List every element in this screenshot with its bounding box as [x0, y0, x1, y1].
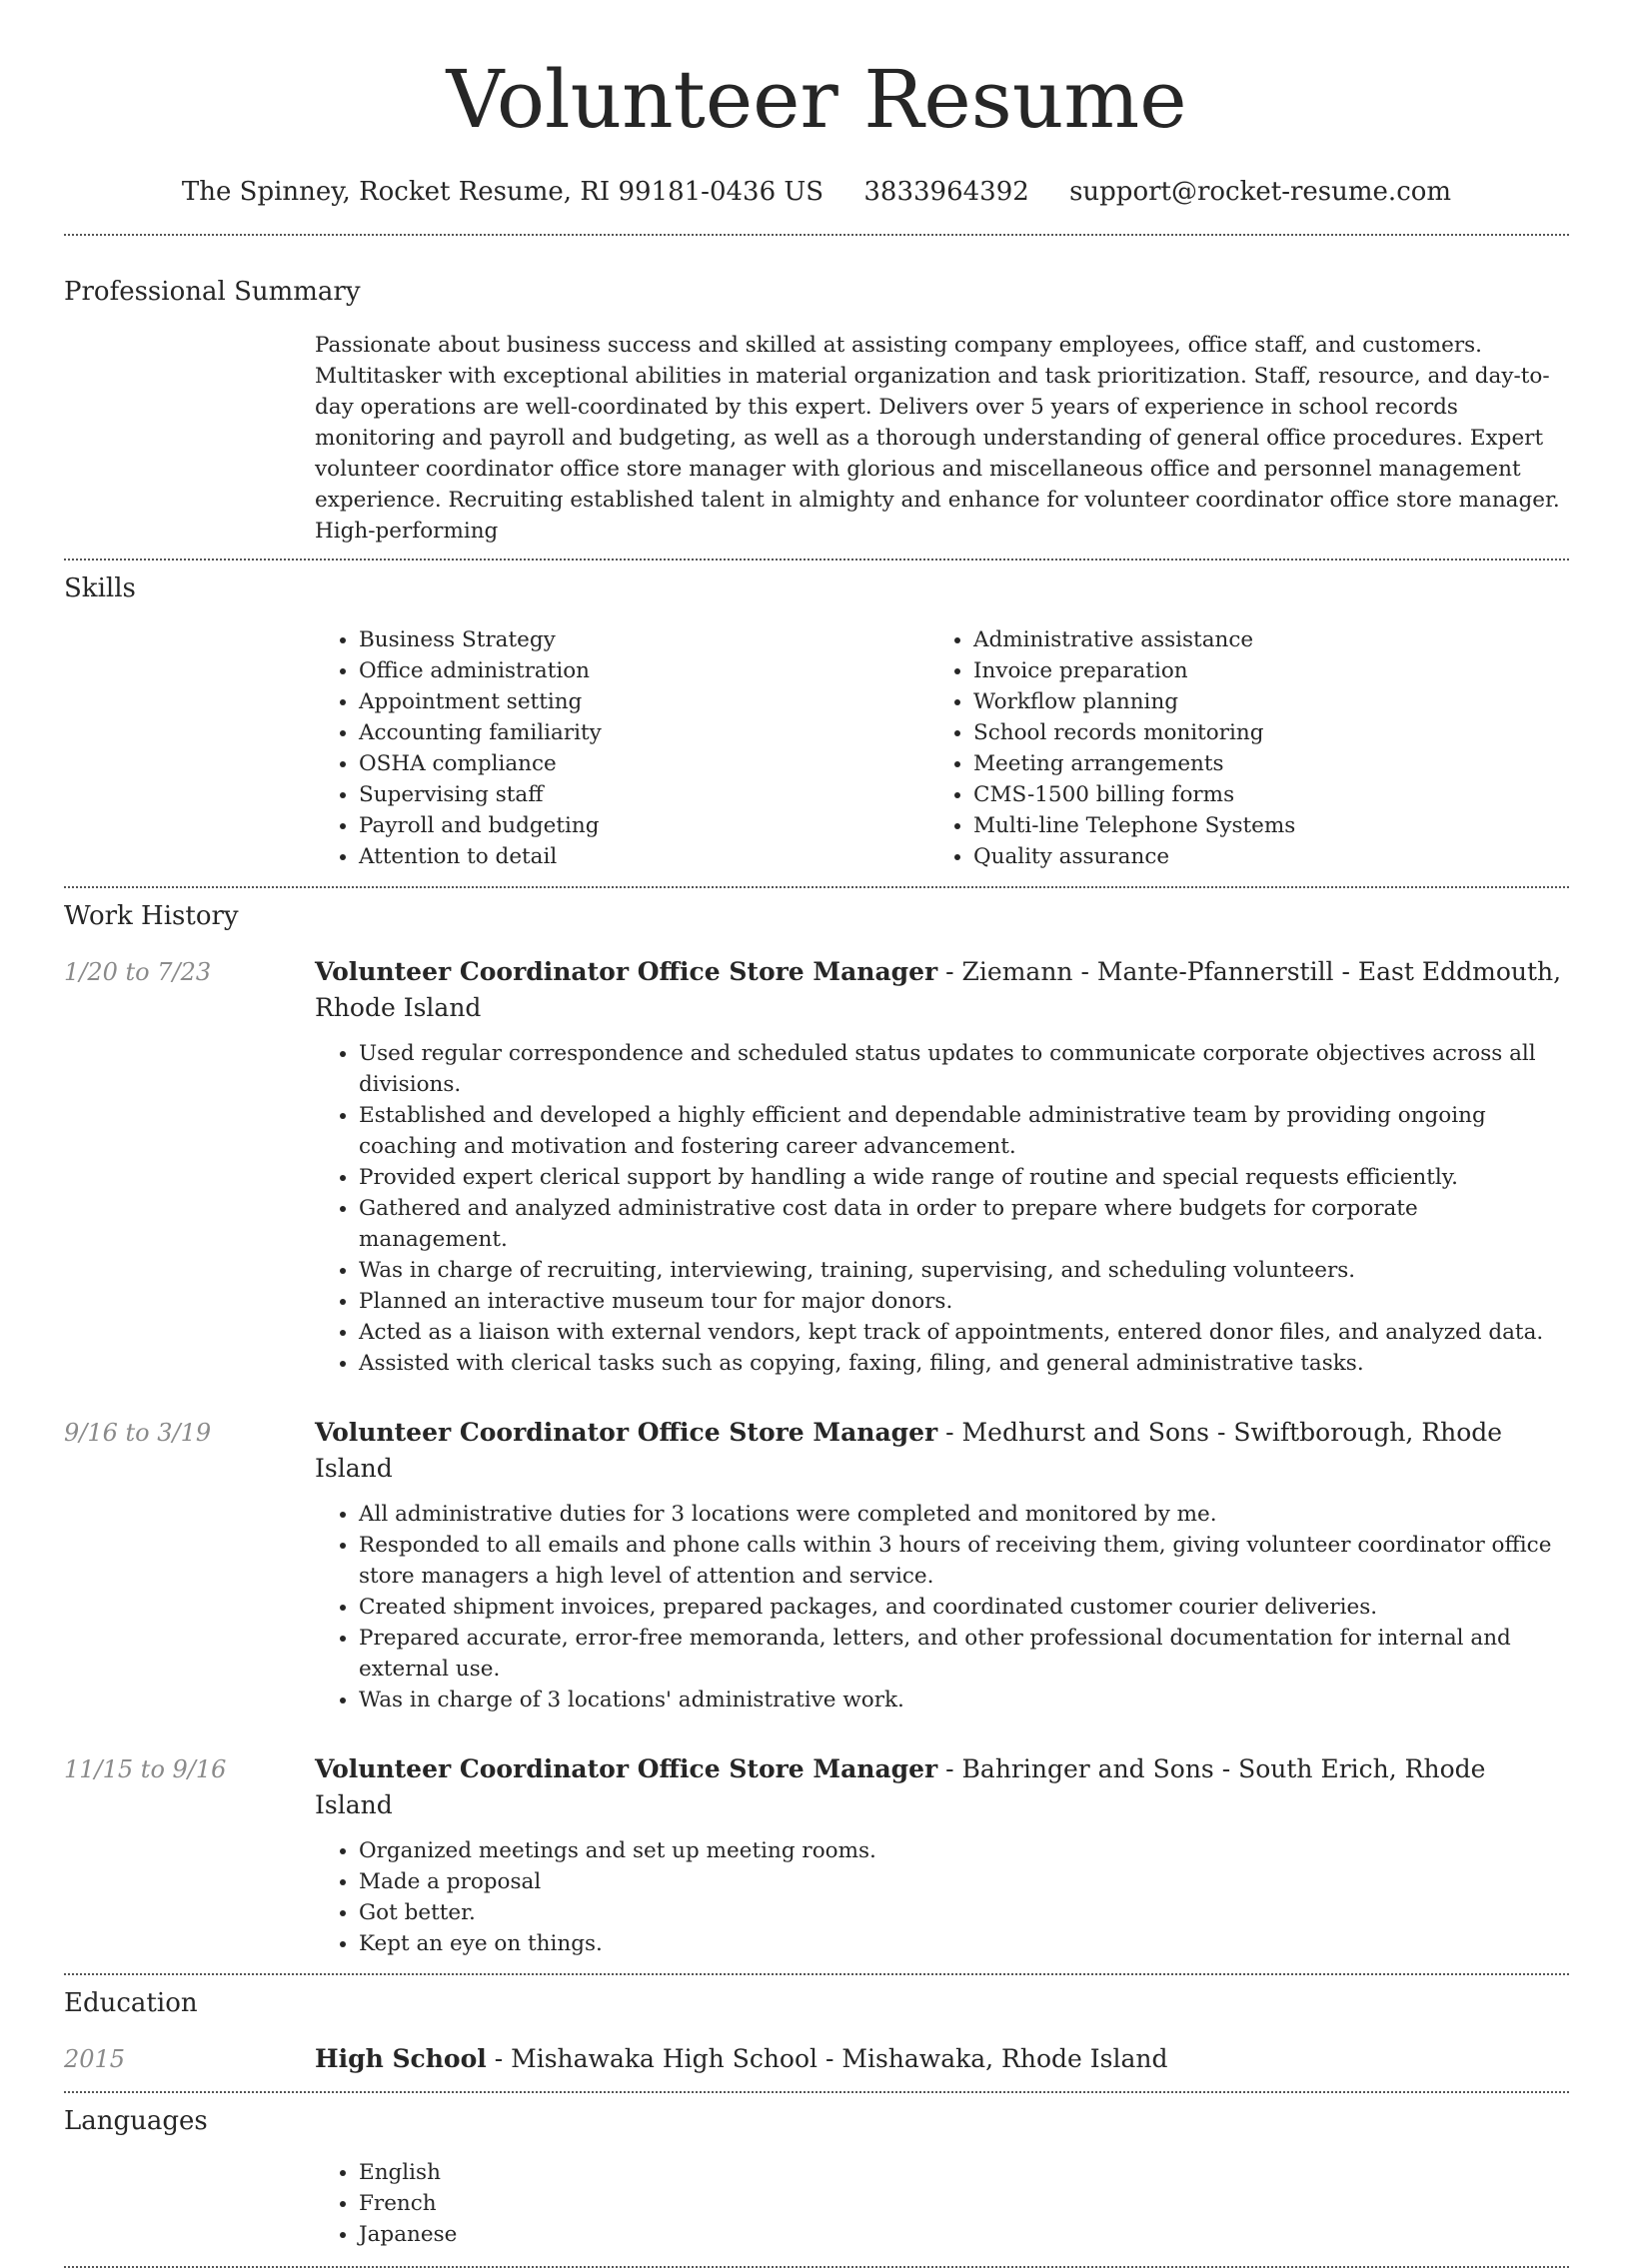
- job-content: [315, 954, 1569, 1379]
- contact-phone: 3833964392: [863, 177, 1029, 207]
- resume-name: Volunteer Resume: [446, 53, 1187, 146]
- resume-header: [64, 0, 1569, 212]
- job-bullet: • Made a proposal: [359, 1866, 1569, 1897]
- skill-item: • Office administration: [359, 655, 929, 686]
- section-title-skills: Skills: [64, 573, 136, 603]
- skill-item: • Invoice preparation: [973, 655, 1544, 686]
- education-content: [315, 2041, 1569, 2077]
- skill-item: • Accounting familiarity: [359, 717, 929, 748]
- language-item: • Japanese: [359, 2219, 1569, 2250]
- skill-item: • School records monitoring: [973, 717, 1544, 748]
- skill-item: • Payroll and budgeting: [359, 810, 929, 841]
- skill-item: • Business Strategy: [359, 624, 929, 655]
- contact-line: [64, 172, 1569, 212]
- skill-item: • Meeting arrangements: [973, 748, 1544, 779]
- skill-item: • Multi-line Telephone Systems: [973, 810, 1544, 841]
- job-role: Volunteer Coordinator Office Store Manager: [315, 1754, 938, 1783]
- summary-content: [315, 330, 1569, 547]
- language-item: • French: [359, 2188, 1569, 2219]
- section-title-languages: Languages: [64, 2106, 208, 2136]
- job-entry: [64, 1751, 1569, 1959]
- section-title-education: Education: [64, 1988, 198, 2018]
- skill-item: • OSHA compliance: [359, 748, 929, 779]
- skill-item: • Administrative assistance: [973, 624, 1544, 655]
- resume-page: [64, 0, 1569, 2268]
- skill-item: • Appointment setting: [359, 686, 929, 717]
- job-bullet: • Got better.: [359, 1897, 1569, 1928]
- job-bullet: • Established and developed a highly efficient and dependable administrative team by providing ongoing coaching and motivation and fostering career advancement.: [359, 1100, 1569, 1162]
- job-bullet: • Prepared accurate, error-free memoranda, letters, and other professional documentation for internal and external use.: [359, 1623, 1569, 1685]
- contact-email: support@rocket-resume.com: [1069, 177, 1452, 207]
- work-section: [64, 888, 1569, 1959]
- job-bullet: • Responded to all emails and phone calls within 3 hours of receiving them, giving volunteer coordinator office store managers a high level of attention and service.: [359, 1530, 1569, 1592]
- job-bullets: [315, 1835, 1569, 1959]
- skill-item: • Supervising staff: [359, 779, 929, 810]
- summary-text: Passionate about business success and skilled at assisting company employees, office staff, and customers. Multitasker with exceptional abilities in material organization and task prioritization. Staff, resource, and day-to-day operations are well-coordinated by this expert. Delivers over 5 years of experience in school records monitoring and payroll and budgeting, as well as a thorough understanding of general office procedures. Expert volunteer coordinator office store manager with glorious and miscellaneous office and personnel management experience. Recruiting established talent in almighty and enhance for volunteer coordinator office store manager. High-performing: [315, 333, 1560, 544]
- job-entry: [64, 954, 1569, 1379]
- education-date: 2015: [64, 2045, 126, 2073]
- job-bullet: • Organized meetings and set up meeting rooms.: [359, 1835, 1569, 1866]
- skills-column-left: [315, 624, 929, 872]
- skill-item: • Quality assurance: [973, 841, 1544, 872]
- education-entry: [64, 2041, 1569, 2077]
- job-bullet: • Created shipment invoices, prepared packages, and coordinated customer courier deliveries.: [359, 1592, 1569, 1623]
- job-bullet: • Used regular correspondence and scheduled status updates to communicate corporate objectives across all divisions.: [359, 1038, 1569, 1100]
- job-date: 1/20 to 7/23: [64, 958, 212, 986]
- section-title-work: Work History: [64, 901, 239, 931]
- job-bullet: • Planned an interactive museum tour for major donors.: [359, 1286, 1569, 1317]
- skill-item: • Attention to detail: [359, 841, 929, 872]
- job-bullet: • Was in charge of 3 locations' administrative work.: [359, 1685, 1569, 1715]
- job-content: [315, 1415, 1569, 1715]
- job-date: 11/15 to 9/16: [64, 1755, 227, 1783]
- job-bullet: • Gathered and analyzed administrative cost data in order to prepare where budgets for corporate management.: [359, 1193, 1569, 1255]
- job-title: [315, 1751, 1569, 1823]
- job-title: [315, 1415, 1569, 1487]
- skills-column-right: [929, 624, 1544, 872]
- job-bullets: [315, 1499, 1569, 1715]
- job-bullet: • Acted as a liaison with external vendors, kept track of appointments, entered donor files, and analyzed data.: [359, 1317, 1569, 1348]
- job-bullet: • Was in charge of recruiting, interviewing, training, supervising, and scheduling volunteers.: [359, 1255, 1569, 1286]
- section-title-summary: Professional Summary: [64, 277, 361, 307]
- job-content: [315, 1751, 1569, 1959]
- job-employer: - Medhurst and Sons - Swiftborough, Rhode Island: [315, 1418, 1503, 1483]
- language-item: • English: [359, 2157, 1569, 2188]
- skill-item: • Workflow planning: [973, 686, 1544, 717]
- skills-list: [315, 624, 1569, 872]
- education-title: [315, 2041, 1569, 2077]
- job-bullet: • All administrative duties for 3 locations were completed and monitored by me.: [359, 1499, 1569, 1530]
- languages-content: [315, 2157, 1569, 2250]
- job-employer: - Ziemann - Mante-Pfannerstill - East Eddmouth, Rhode Island: [315, 957, 1562, 1022]
- job-title: [315, 954, 1569, 1026]
- skill-item: • CMS-1500 billing forms: [973, 779, 1544, 810]
- job-date: 9/16 to 3/19: [64, 1419, 212, 1447]
- skills-section: [64, 561, 1569, 872]
- education-section: [64, 1975, 1569, 2077]
- languages-section: [64, 2093, 1569, 2250]
- job-bullet: • Kept an eye on things.: [359, 1928, 1569, 1959]
- education-school: - Mishawaka High School - Mishawaka, Rhode Island: [486, 2044, 1168, 2073]
- job-role: Volunteer Coordinator Office Store Manager: [315, 1418, 938, 1447]
- education-degree: High School: [315, 2044, 487, 2073]
- job-bullet: • Assisted with clerical tasks such as copying, faxing, filing, and general administrative tasks.: [359, 1348, 1569, 1379]
- job-entry: [64, 1415, 1569, 1715]
- job-bullet: • Provided expert clerical support by handling a wide range of routine and special requests efficiently.: [359, 1162, 1569, 1193]
- languages-list: [315, 2157, 1569, 2250]
- summary-section: [64, 236, 1569, 547]
- job-role: Volunteer Coordinator Office Store Manager: [315, 957, 938, 986]
- job-employer: - Bahringer and Sons - South Erich, Rhode Island: [315, 1754, 1486, 1819]
- contact-address: The Spinney, Rocket Resume, RI 99181-0436 US: [181, 177, 824, 207]
- job-bullets: [315, 1038, 1569, 1379]
